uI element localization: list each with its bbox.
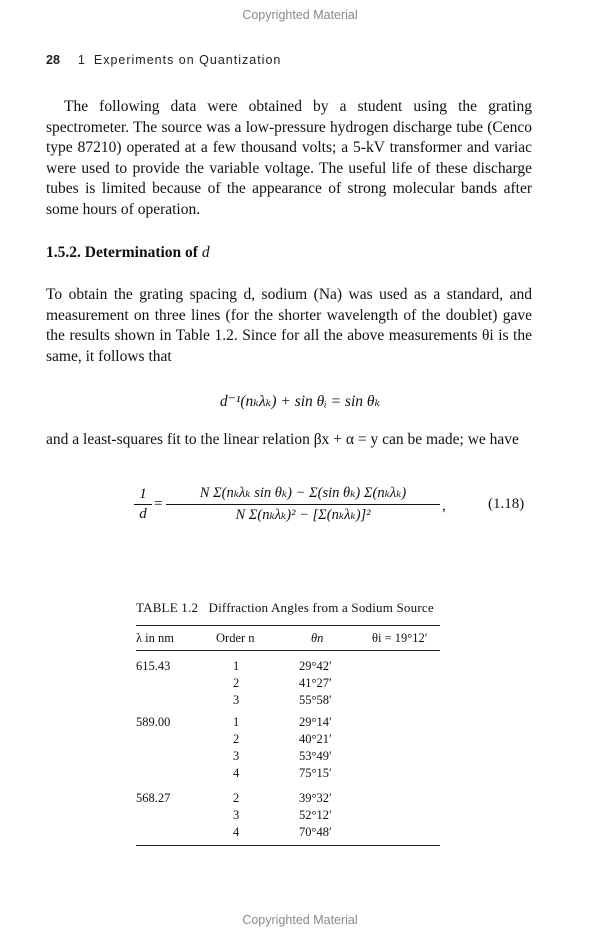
- lhs-denominator: d: [139, 506, 147, 522]
- angle-cell: 75°15′: [299, 766, 332, 780]
- equation-rhs: [166, 485, 440, 524]
- wavelength-cell: 568.27: [136, 791, 171, 805]
- angle-cell: 41°27′: [299, 676, 332, 690]
- rhs-numerator: N Σ(nₖλₖ sin θₖ) − Σ(sin θₖ) Σ(nₖλₖ): [199, 485, 407, 501]
- table-caption: [136, 600, 434, 616]
- section-title: Determination of: [84, 244, 198, 261]
- rhs-denominator: N Σ(nₖλₖ)² − [Σ(nₖλₖ)]²: [235, 507, 371, 523]
- header-theta-n: θn: [311, 631, 324, 645]
- header-order: Order n: [216, 631, 255, 645]
- watermark-bottom: Copyrighted Material: [242, 913, 358, 927]
- paragraph-intro: The following data were obtained by a student using the grating spectrometer. The source was a low-pressure hydrogen discharge tube (Cenco type 87210) operated at a few thousand volts; a 5-kV transformer and variac were used to provide the variable voltage. The useful life of these discharge tubes is limited because of the appearance of strong molecular bands after some hours of operation.: [46, 98, 532, 218]
- equation-lhs: [134, 486, 152, 523]
- table-title: Diffraction Angles from a Sodium Source: [208, 600, 434, 615]
- section-number: 1.5.2.: [46, 244, 81, 261]
- section-symbol: d: [201, 244, 210, 261]
- order-cell: 4: [233, 825, 240, 839]
- equation-grating: d⁻¹(nₖλₖ) + sin θᵢ = sin θₖ: [219, 393, 381, 410]
- order-cell: 1: [233, 659, 240, 673]
- angle-cell: 40°21′: [299, 732, 332, 746]
- equation-number: (1.18): [488, 496, 525, 512]
- order-cell: 2: [233, 732, 240, 746]
- chapter-title: Experiments on Quantization: [93, 53, 282, 67]
- chapter-number: 1: [77, 53, 86, 67]
- table-top-rule: [136, 625, 440, 626]
- angle-cell: 39°32′: [299, 791, 332, 805]
- wavelength-cell: 615.43: [136, 659, 171, 673]
- wavelength-cell: 589.00: [136, 715, 171, 729]
- order-cell: 4: [233, 766, 240, 780]
- page-number: 28: [46, 53, 60, 67]
- paragraph-least-squares: and a least-squares fit to the linear relation βx + α = y can be made; we have: [46, 431, 519, 448]
- angle-cell: 70°48′: [299, 825, 332, 839]
- order-cell: 3: [233, 749, 240, 763]
- table-header-rule: [136, 650, 440, 651]
- equation-equals: =: [154, 496, 163, 512]
- angle-cell: 29°42′: [299, 659, 332, 673]
- order-cell: 3: [233, 693, 240, 707]
- angle-cell: 52°12′: [299, 808, 332, 822]
- table-label: TABLE 1.2: [136, 600, 199, 615]
- table-bottom-rule: [136, 845, 440, 846]
- angle-cell: 55°58′: [299, 693, 332, 707]
- watermark-top: Copyrighted Material: [242, 8, 358, 22]
- order-cell: 3: [233, 808, 240, 822]
- running-header: [46, 53, 281, 67]
- paragraph-grating-spacing: To obtain the grating spacing d, sodium (Na) was used as a standard, and measurement on three lines (for the shorter wavelength of the doublet) gave the results shown in Table 1.2. Since for all the above measurements θi is the same, it follows that: [46, 286, 532, 365]
- lhs-fraction-bar: [134, 504, 152, 505]
- angle-cell: 53°49′: [299, 749, 332, 763]
- lhs-numerator: 1: [139, 486, 147, 502]
- header-wavelength: λ in nm: [136, 631, 175, 645]
- section-heading: [46, 244, 210, 262]
- header-theta-i: θi = 19°12′: [372, 631, 428, 645]
- order-cell: 2: [233, 791, 240, 805]
- equation-comma: ,: [442, 498, 446, 514]
- angle-cell: 29°14′: [299, 715, 332, 729]
- rhs-fraction-bar: [166, 504, 440, 505]
- order-cell: 2: [233, 676, 240, 690]
- order-cell: 1: [233, 715, 240, 729]
